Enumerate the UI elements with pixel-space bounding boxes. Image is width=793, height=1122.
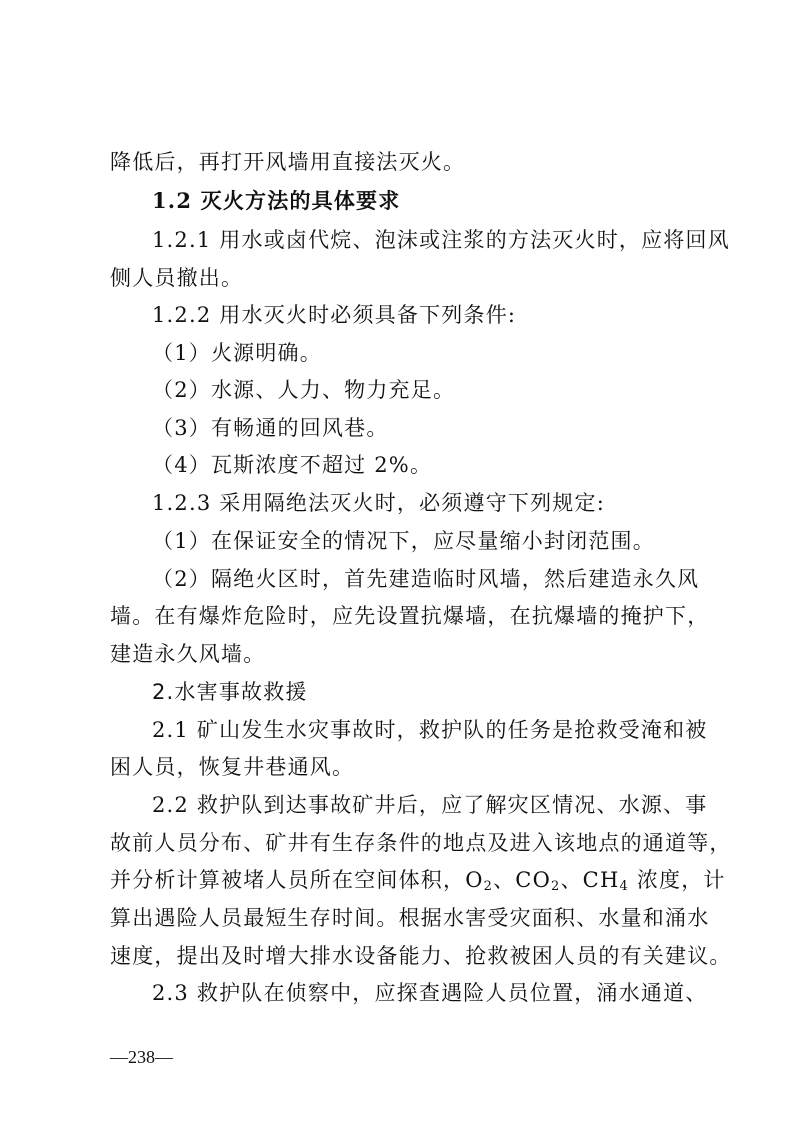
text-segment: 、CH xyxy=(560,868,620,892)
subscript: 2 xyxy=(483,879,494,894)
paragraph-line: 2.1 矿山发生水灾事故时，救护队的任务是抢救受淹和被 xyxy=(152,718,708,742)
list-item: （1）在保证安全的情况下，应尽量缩小封闭范围。 xyxy=(152,529,655,553)
paragraph-line: 1.2.2 用水灭火时必须具备下列条件: xyxy=(152,303,517,327)
paragraph-line: 困人员，恢复井巷通风。 xyxy=(110,755,355,779)
paragraph-line: 算出遇险人员最短生存时间。根据水害受灾面积、水量和涌水 xyxy=(110,906,710,930)
paragraph-line-with-formulas xyxy=(110,865,726,895)
paragraph-line: 故前人员分布、矿井有生存条件的地点及进入该地点的通道等， xyxy=(110,831,732,855)
subscript: 2 xyxy=(551,879,561,894)
text-segment: 并分析计算被堵人员所在空间体积，O xyxy=(110,868,484,892)
paragraph-line: 降低后，再打开风墙用直接法灭火。 xyxy=(110,150,466,174)
paragraph-line: 速度，提出及时增大排水设备能力、抢救被困人员的有关建议。 xyxy=(110,944,732,968)
paragraph-line: 墙。在有爆炸危险时，应先设置抗爆墙，在抗爆墙的掩护下， xyxy=(110,604,710,628)
paragraph-line: 2.3 救护队在侦察中，应探查遇险人员位置，涌水通道、 xyxy=(152,981,708,1005)
list-item: （2）水源、人力、物力充足。 xyxy=(152,378,456,402)
paragraph-line: 2.2 救护队到达事故矿井后，应了解灾区情况、水源、事 xyxy=(152,793,708,817)
list-item: （2）隔绝火区时，首先建造临时风墙，然后建造永久风 xyxy=(152,567,700,591)
paragraph-line: 1.2.3 采用隔绝法灭火时，必须遵守下列规定: xyxy=(152,491,605,515)
page-number: —238— xyxy=(110,1047,173,1067)
paragraph-line: 建造永久风墙。 xyxy=(110,642,266,666)
text-segment: 浓度，计 xyxy=(628,868,726,892)
text-segment: 、CO xyxy=(493,868,551,892)
subscript: 4 xyxy=(619,879,629,894)
paragraph-line: 1.2.1 用水或卤代烷、泡沫或注浆的方法灭火时，应将回风 xyxy=(152,228,730,252)
section-heading-1-2: 1.2 灭火方法的具体要求 xyxy=(152,188,401,213)
list-item: （1）火源明确。 xyxy=(152,341,322,365)
section-heading-2: 2.水害事故救援 xyxy=(152,680,308,704)
paragraph-line: 侧人员撤出。 xyxy=(110,266,244,290)
list-item: （4）瓦斯浓度不超过 2%。 xyxy=(152,453,433,477)
list-item: （3）有畅通的回风巷。 xyxy=(152,416,389,440)
